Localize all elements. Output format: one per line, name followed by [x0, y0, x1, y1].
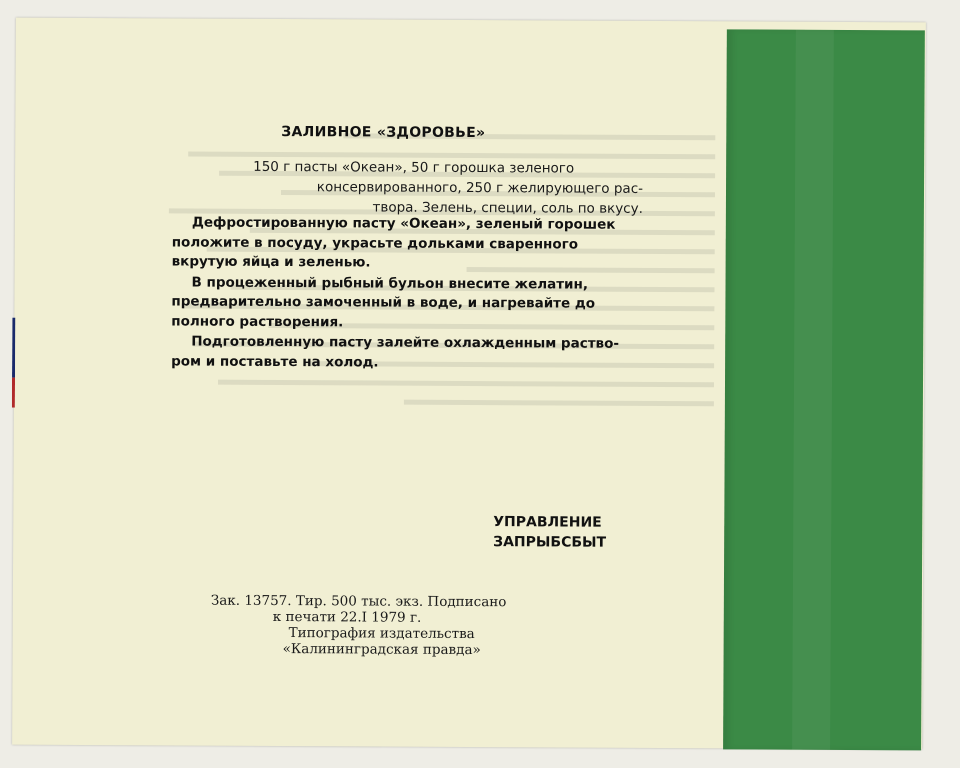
ingredients-line: консервированного, 250 г желирующего рас-	[316, 179, 644, 197]
publisher-block	[493, 512, 606, 553]
step-line: полного растворения.	[171, 312, 344, 330]
recipe-step	[171, 273, 639, 334]
recipe-step	[171, 332, 639, 373]
step-line: ром и поставьте на холод.	[171, 352, 379, 371]
recipe-panel	[12, 18, 727, 749]
recipe-steps	[171, 213, 640, 374]
imprint-line: «Калининградская правда»	[282, 641, 481, 659]
imprint-line: к печати 22.I 1979 г.	[272, 608, 422, 626]
ingredients-line: твора. Зелень, специи, соль по вкусу.	[372, 199, 643, 217]
step-line: положите в посуду, украсьте дольками сваренного	[171, 233, 579, 253]
pen-mark	[12, 318, 15, 408]
step-line: предварительно замоченный в воде, и нагревайте до	[171, 293, 596, 312]
publisher-line: УПРАВЛЕНИЕ	[493, 514, 602, 531]
leaflet-page	[12, 18, 926, 750]
step-line: В процеженный рыбный бульон внесите желатин,	[191, 274, 589, 293]
publisher-line: ЗАПРЫБСБЫТ	[493, 534, 607, 551]
step-line: вкрутую яйца и зеленью.	[171, 253, 371, 271]
step-line: Подготовленную пасту залейте охлажденным раство-	[191, 333, 620, 352]
imprint-line: Зак. 13757. Тир. 500 тыс. экз. Подписано	[210, 592, 507, 611]
ingredients-list	[243, 157, 643, 219]
green-band-fold	[792, 30, 834, 750]
recipe-step	[172, 213, 640, 274]
print-imprint	[211, 593, 591, 659]
imprint-line: Типография издательства	[288, 625, 475, 643]
step-line: Дефростированную пасту «Океан», зеленый горошек	[191, 214, 616, 233]
ingredients-line: 150 г пасты «Океан», 50 г горошка зеленого	[253, 158, 575, 177]
recipe-title: ЗАЛИВНОЕ «ЗДОРОВЬЕ»	[281, 124, 486, 142]
